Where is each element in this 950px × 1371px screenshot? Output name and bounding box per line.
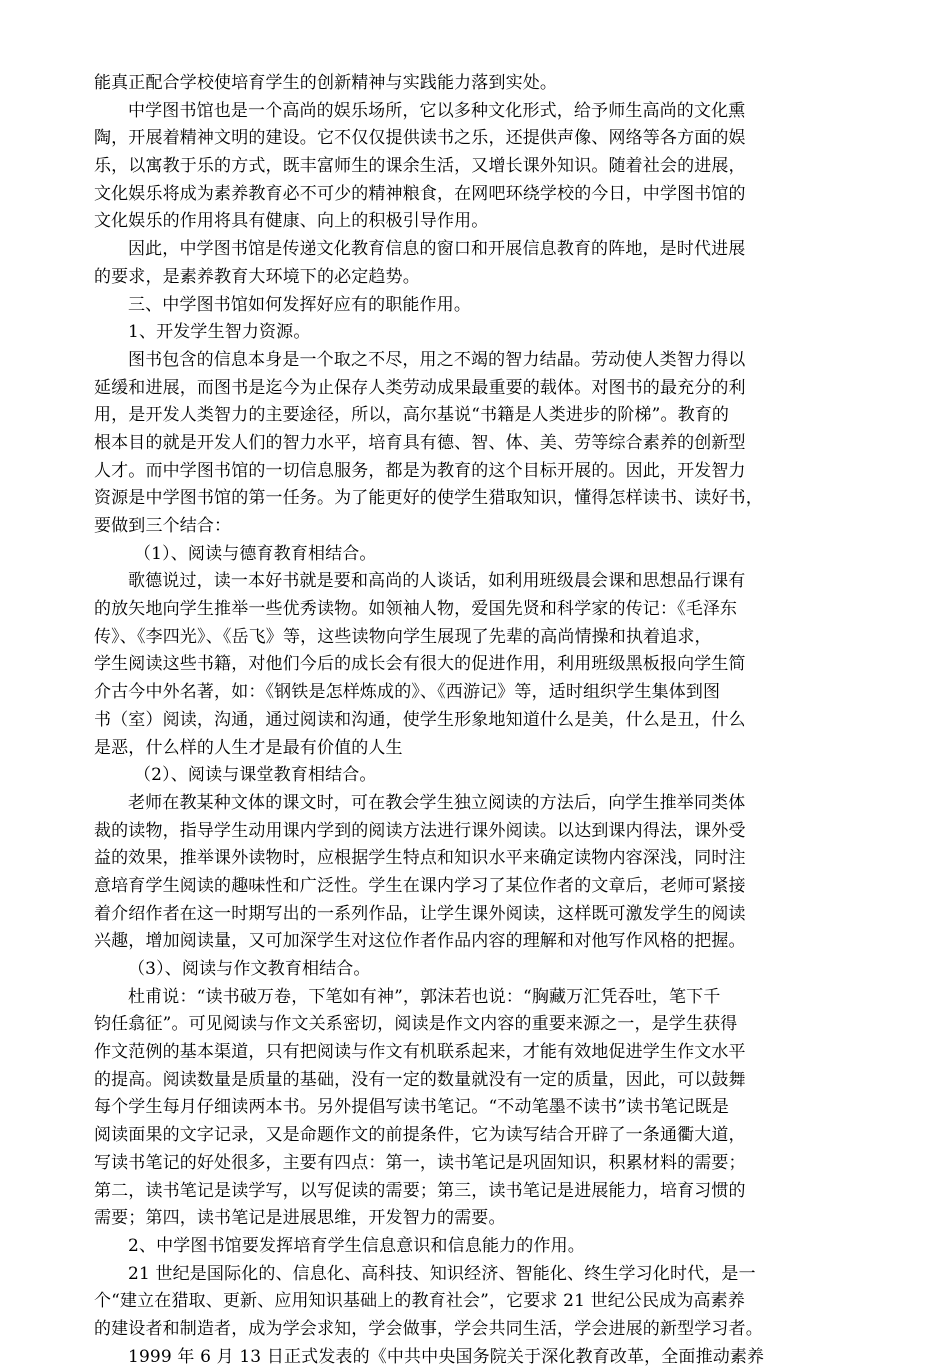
text-line: 2、中学图书馆要发挥培育学生信息意识和信息能力的作用。 bbox=[128, 1235, 585, 1256]
text-line: 第二，读书笔记是读学写，以写促读的需要；第三，读书笔记是进展能力，培育习惯的 bbox=[94, 1180, 746, 1201]
text-line: 的提高。阅读数量是质量的基础，没有一定的数量就没有一定的质量，因此，可以鼓舞 bbox=[94, 1069, 746, 1090]
text-line: 延缓和进展，而图书是迄今为止保存人类劳动成果最重要的载体。对图书的最充分的利 bbox=[94, 377, 746, 398]
text-line: 需要；第四，读书笔记是进展思维，开发智力的需要。 bbox=[94, 1208, 506, 1229]
text-line: 因此，中学图书馆是传递文化教育信息的窗口和开展信息教育的阵地，是时代进展 bbox=[128, 239, 746, 260]
text-line: 的建设者和制造者，成为学会求知，学会做事，学会共同生活，学会进展的新型学习者。 bbox=[94, 1318, 763, 1339]
text-line: 要做到三个结合： bbox=[94, 516, 232, 536]
text-line: 书（室）阅读，沟通，通过阅读和沟通，使学生形象地知道什么是美，什么是丑，什么 bbox=[94, 709, 746, 730]
text-line: 三、中学图书馆如何发挥好应有的职能作用。 bbox=[128, 294, 471, 315]
text-line: 文化娱乐将成为素养教育必不可少的精神粮食，在网吧环绕学校的今日，中学图书馆的 bbox=[94, 183, 746, 204]
text-line: 杜甫说：“读书破万卷，下笔如有神”，郭沫若也说：“胸藏万汇凭吞吐，笔下千 bbox=[128, 986, 721, 1007]
text-line: 人才。而中学图书馆的一切信息服务，都是为教育的这个目标开展的。因此，开发智力 bbox=[94, 460, 746, 481]
text-line: （3）、阅读与作文教育相结合。 bbox=[128, 959, 371, 979]
text-line: 学生阅读这些书籍，对他们今后的成长会有很大的促进作用，利用班级黑板报向学生简 bbox=[94, 654, 746, 675]
text-line: 文化娱乐的作用将具有健康、向上的积极引导作用。 bbox=[94, 211, 489, 232]
text-line: 意培育学生阅读的趣味性和广泛性。学生在课内学习了某位作者的文章后，老师可紧接 bbox=[94, 875, 746, 896]
text-line: （1）、阅读与德育教育相结合。 bbox=[134, 543, 377, 564]
text-line: 能真正配合学校使培育学生的创新精神与实践能力落到实处。 bbox=[94, 73, 558, 93]
text-line: 着介绍作者在这一时期写出的一系列作品，让学生课外阅读，这样既可激发学生的阅读 bbox=[94, 903, 746, 924]
text-line: 用，是开发人类智力的主要途径，所以，高尔基说“书籍是人类进步的阶梯”。教育的 bbox=[94, 405, 730, 426]
text-line: 写读书笔记的好处很多，主要有四点：第一，读书笔记是巩固知识，积累材料的需要； bbox=[94, 1152, 746, 1173]
text-line: 资源是中学图书馆的第一任务。为了能更好的使学生猎取知识，懂得怎样读书、读好书， bbox=[94, 488, 763, 509]
text-line: 歌德说过，读一本好书就是要和高尚的人谈话，如利用班级晨会课和思想品行课有 bbox=[128, 571, 746, 592]
text-line: 老师在教某种文体的课文时，可在教会学生独立阅读的方法后，向学生推举同类体 bbox=[128, 792, 746, 813]
text-line: 阅读面果的文字记录，又是命题作文的前提条件，它为读写结合开辟了一条通衢大道， bbox=[94, 1125, 746, 1146]
text-line: 钧任翕征”。可见阅读与作文关系密切，阅读是作文内容的重要来源之一，是学生获得 bbox=[94, 1014, 738, 1035]
text-line: 个“建立在猎取、更新、应用知识基础上的教育社会”，它要求 21 世纪公民成为高素养 bbox=[94, 1291, 745, 1312]
text-line: 1999 年 6 月 13 日正式发表的《中共中央国务院关于深化教育改革，全面推动素养 bbox=[128, 1346, 765, 1367]
text-line: 的要求，是素养教育大环境下的必定趋势。 bbox=[94, 266, 420, 287]
text-line: 中学图书馆也是一个高尚的娱乐场所，它以多种文化形式，给予师生高尚的文化熏 bbox=[128, 100, 746, 121]
text-line: 传》、《李四光》、《岳飞》等，这些读物向学生展现了先辈的高尚情操和执着追求， bbox=[94, 626, 712, 647]
text-line: 益的效果，推举课外读物时，应根据学生特点和知识水平来确定读物内容深浅，同时注 bbox=[94, 848, 746, 869]
text-line: 根本目的就是开发人们的智力水平，培育具有德、智、体、美、劳等综合素养的创新型 bbox=[94, 432, 746, 453]
text-line: 每个学生每月仔细读两本书。另外提倡写读书笔记。“不动笔墨不读书”读书笔记既是 bbox=[94, 1097, 730, 1118]
text-line: 介古今中外名著，如：《钢铁是怎样炼成的》、《西游记》等，适时组织学生集体到图 bbox=[94, 682, 721, 703]
text-line: 图书包含的信息本身是一个取之不尽，用之不竭的智力结晶。劳动使人类智力得以 bbox=[128, 349, 746, 370]
text-line: 兴趣，增加阅读量，又可加深学生对这位作者作品内容的理解和对他写作风格的把握。 bbox=[94, 931, 746, 952]
text-line: 乐，以寓教于乐的方式，既丰富师生的课余生活，又增长课外知识。随着社会的进展， bbox=[94, 156, 746, 177]
text-line: 的放矢地向学生推举一些优秀读物。如领袖人物，爱国先贤和科学家的传记：《毛泽东 bbox=[94, 599, 738, 620]
text-line: 21 世纪是国际化的、信息化、高科技、知识经济、智能化、终生学习化时代，是一 bbox=[128, 1263, 756, 1284]
text-line: 作文范例的基本渠道，只有把阅读与作文有机联系起来，才能有效地促进学生作文水平 bbox=[94, 1042, 746, 1063]
text-line: 陶，开展着精神文明的建设。它不仅仅提供读书之乐，还提供声像、网络等各方面的娱 bbox=[94, 128, 746, 149]
text-line: 是恶，什么样的人生才是最有价值的人生 bbox=[94, 737, 403, 758]
text-line: 1、开发学生智力资源。 bbox=[128, 322, 311, 343]
text-line: （2）、阅读与课堂教育相结合。 bbox=[134, 765, 377, 786]
text-line: 裁的读物，指导学生动用课内学到的阅读方法进行课外阅读。以达到课内得法，课外受 bbox=[94, 820, 746, 841]
document-page bbox=[94, 70, 822, 1371]
